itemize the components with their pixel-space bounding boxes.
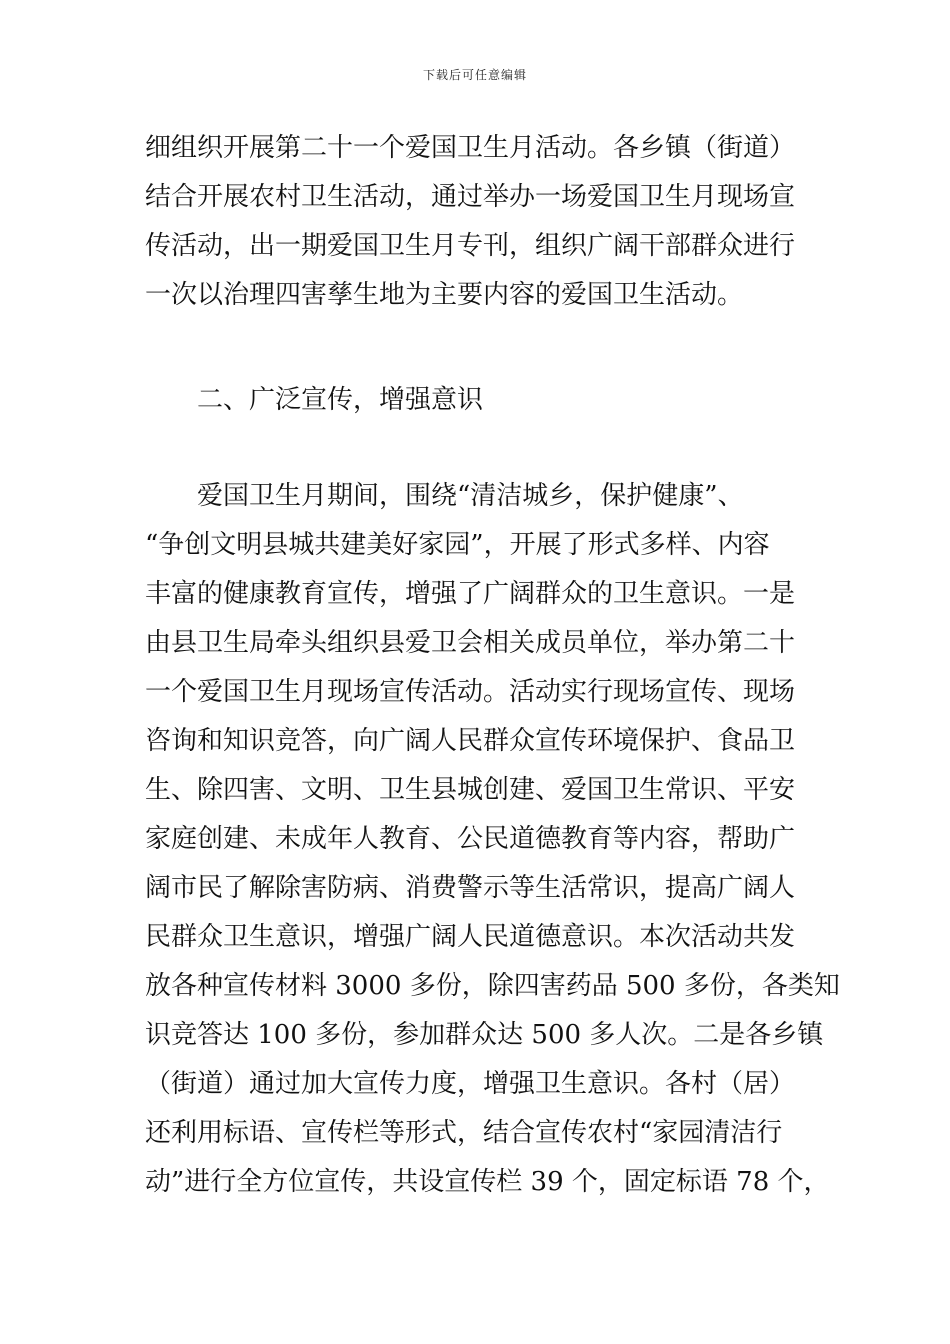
text-line: 识竞答达 100 多份，参加群众达 500 多人次。二是各乡镇 [145,1020,824,1050]
text-line: 爱国卫生月期间，围绕“清洁城乡，保护健康”、 [145,481,744,511]
text-line: 还利用标语、宣传栏等形式，结合宣传农村“家园清洁行 [145,1118,783,1148]
text-line: 一个爱国卫生月现场宣传活动。活动实行现场宣传、现场 [145,677,796,707]
text-line: 由县卫生局牵头组织县爱卫会相关成员单位，举办第二十 [145,628,796,658]
text-line: 家庭创建、未成年人教育、公民道德教育等内容，帮助广 [145,824,796,854]
paragraph-continuation [145,124,815,320]
text-line: （街道）通过加大宣传力度，增强卫生意识。各村（居） [145,1069,796,1099]
text-line: 放各种宣传材料 3000 多份，除四害药品 500 多份，各类知 [145,971,840,1001]
text-line: 结合开展农村卫生活动，通过举办一场爱国卫生月现场宣 [145,182,796,212]
text-line: 阔市民了解除害防病、消费警示等生活常识，提高广阔人 [145,873,796,903]
text-line: 丰富的健康教育宣传，增强了广阔群众的卫生意识。一是 [145,579,796,609]
text-line: 一次以治理四害孳生地为主要内容的爱国卫生活动。 [145,280,744,310]
text-line: 咨询和知识竞答，向广阔人民群众宣传环境保护、食品卫 [145,726,796,756]
section-heading: 二、广泛宣传，增强意识 [197,385,484,415]
text-line: 传活动，出一期爱国卫生月专刊，组织广阔干部群众进行 [145,231,796,261]
text-line: “争创文明县城共建美好家园”，开展了形式多样、内容 [145,530,770,560]
text-line: 生、除四害、文明、卫生县城创建、爱国卫生常识、平安 [145,775,796,805]
page-header: 下载后可任意编辑 [422,68,527,82]
text-line: 民群众卫生意识，增强广阔人民道德意识。本次活动共发 [145,922,796,952]
paragraph-body [145,472,840,1207]
text-line: 动”进行全方位宣传，共设宣传栏 39 个，固定标语 78 个， [145,1167,830,1197]
text-line: 细组织开展第二十一个爱国卫生月活动。各乡镇（街道） [145,133,796,163]
